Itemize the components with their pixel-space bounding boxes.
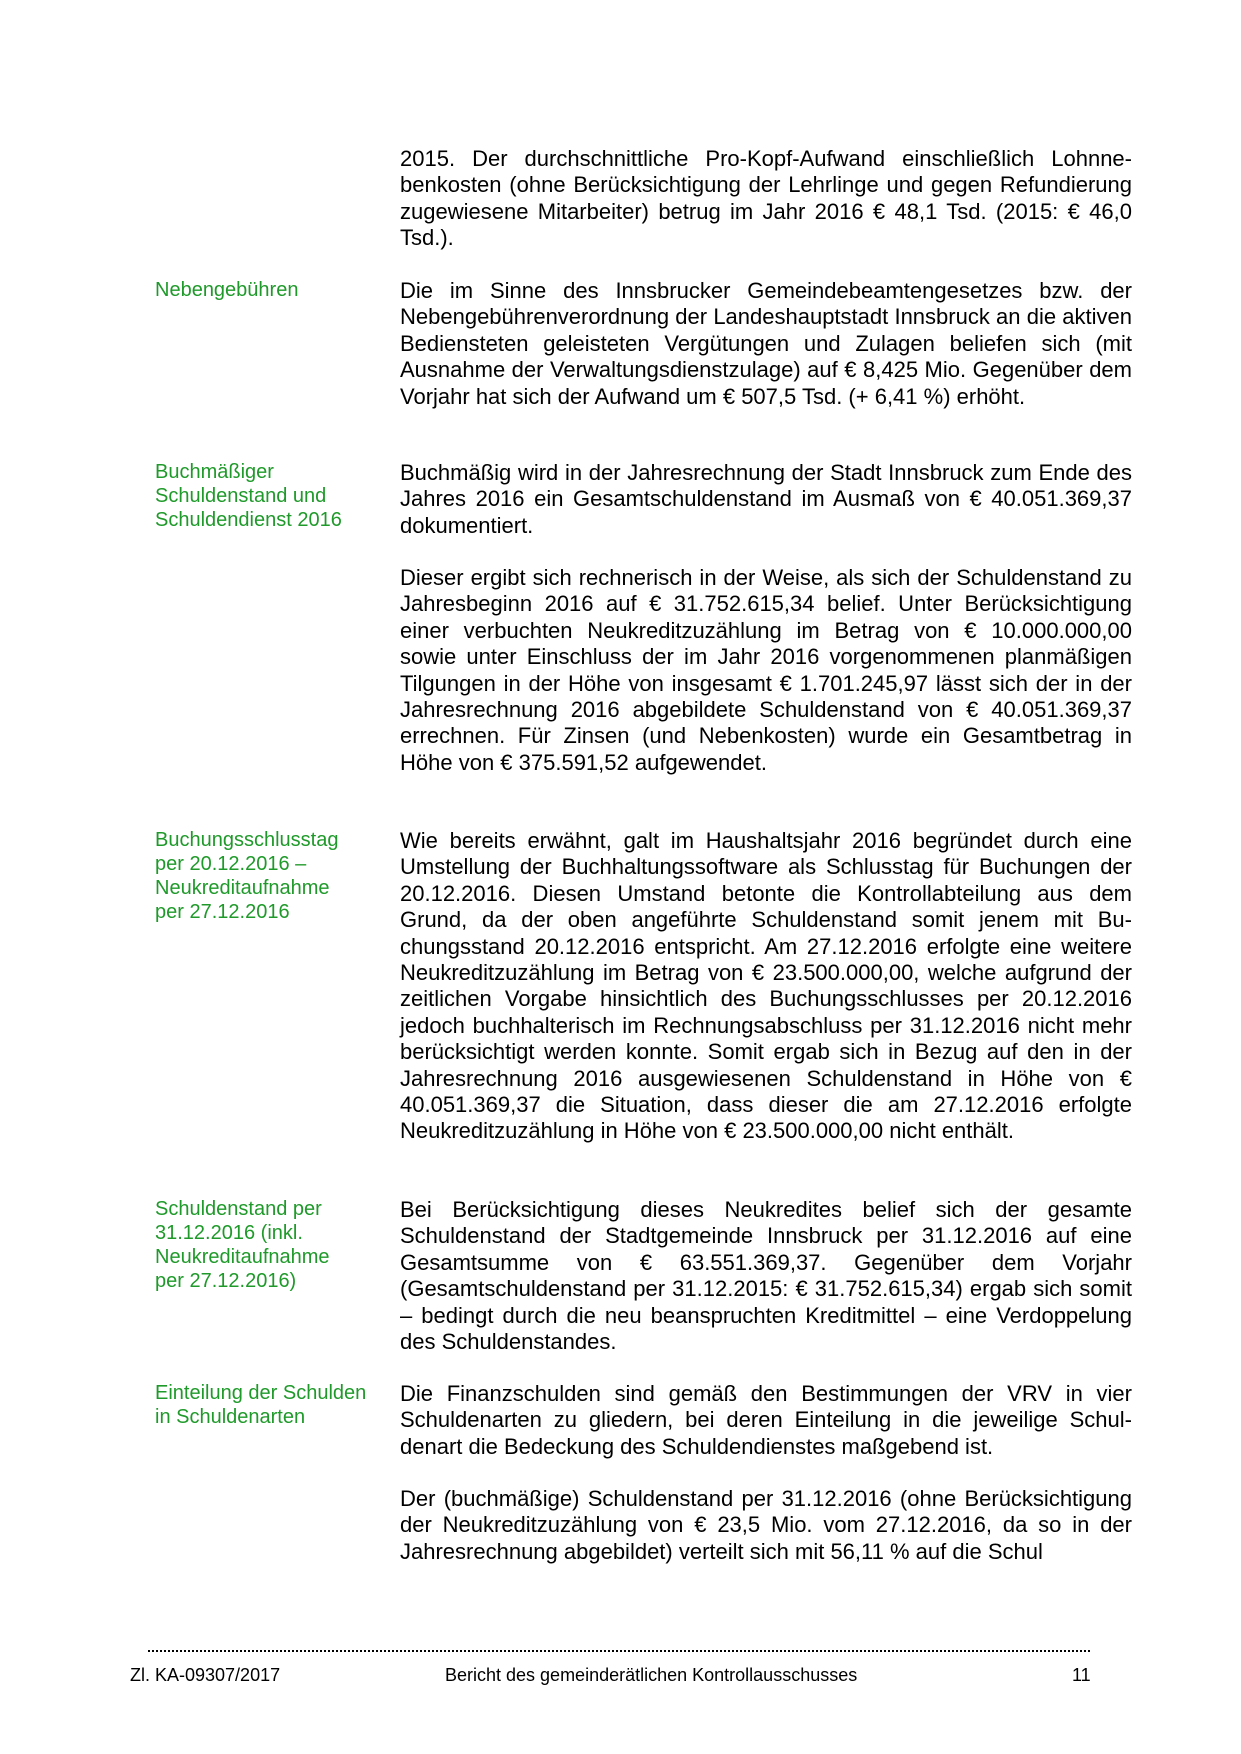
margin-note-line: Schuldenstand per (155, 1198, 322, 1220)
margin-note-line: per 27.12.2016 (155, 901, 290, 923)
margin-note-line: Buchmäßiger (155, 461, 274, 483)
margin-note-line: Nebengebühren (155, 279, 299, 301)
paragraph-schuldenstand (400, 460, 1132, 539)
paragraph-buchungsschluss (400, 828, 1132, 1145)
page-number: 11 (1072, 1665, 1091, 1685)
paragraph-text: Wie bereits erwähnt, galt im Haushaltsjahr 2016 begründet durch eine Umstellung der Buchhaltungssoftware als Schlusstag für Buchungen der 20.12.2016. Diesen Umstand betonte die Kontrollabteilung aus dem Grund, da der oben angeführte Schuldenstand somit jenem mit Buchungsstand 20.12.2016 entspricht. Am 27.12.2016 erfolgte eine weitere Neukreditzuzählung im Betrag von € 23.500.000,00, welche aufgrund der zeitlichen Vorgabe hinsichtlich des Buchungsschlusses per 20.12.2016 jedoch buchhalterisch im Rechnungsabschluss per 31.12.2016 nicht mehr berücksichtigt werden konnte. Somit ergab sich in Bezug auf den in der Jahresrechnung 2016 ausgewiesenen Schuldenstand in Höhe von € 40.051.369,37 die Situation, dass dieser die am 27.12.2016 erfolgte Neukreditzuzählung in Höhe von € 23.500.000,00 nicht enthält. (400, 828, 1132, 1144)
paragraph-text: Dieser ergibt sich rechnerisch in der Weise, als sich der Schuldenstand zu Jahresbeginn 2016 auf € 31.752.615,34 belief. Unter Berücksichtigung einer verbuchten Neukreditzuzählung im Betrag von € 10.000.000,00 sowie unter Einschluss der im Jahr 2016 vorgenommenen planmäßigen Tilgungen in der Höhe von insgesamt € 1.701.245,97 lässt sich der in der Jahresrechnung 2016 abgebildete Schuldenstand von € 40.051.369,37 errechnen. Für Zinsen (und Nebenkosten) wurde ein Gesamtbetrag in Höhe von € 375.591,52 aufgewendet. (400, 565, 1132, 775)
margin-note-schuldenstand-31122016 (155, 1197, 385, 1293)
margin-note-line: Neukreditaufnahme (155, 877, 330, 899)
margin-note-einteilung (155, 1381, 385, 1429)
paragraph-text: Buchmäßig wird in der Jahresrechnung der Stadt Innsbruck zum Ende des Jahres 2016 ein Gesamtschuldenstand im Ausmaß von € 40.051.369,37 dokumentiert. (400, 460, 1132, 538)
footer-title: Bericht des gemeinderätlichen Kontrollausschusses (445, 1665, 858, 1685)
margin-note-line: 31.12.2016 (inkl. (155, 1222, 303, 1244)
footer-divider (148, 1650, 1090, 1652)
margin-note-line: in Schuldenarten (155, 1406, 306, 1428)
paragraph-text: Bei Berücksichtigung dieses Neukredites belief sich der gesamte Schuldenstand der Stadtgemeinde Innsbruck per 31.12.2016 auf eine Gesamtsumme von € 63.551.369,37. Gegenüber dem Vorjahr (Gesamtschuldenstand per 31.12.2015: € 31.752.615,34) ergab sich somit – bedingt durch die neu beanspruchten Kreditmittel – eine Verdoppelung des Schuldenstandes. (400, 1197, 1132, 1355)
margin-note-line: per 27.12.2016) (155, 1270, 297, 1292)
paragraph-text: 2015. Der durchschnittliche Pro-Kopf-Aufwand einschließlich Lohnnebenkosten (ohne Berücksichtigung der Lehrlinge und gegen Refundierung zugewiesene Mitarbeiter) betrug im Jahr 2016 € 48,1 Tsd. (2015: € 46,0 Tsd.). (400, 146, 1132, 251)
paragraph-nebengebuehren (400, 278, 1132, 410)
margin-note-line: Buchungsschlusstag (155, 829, 339, 851)
paragraph-text: Die Finanzschulden sind gemäß den Bestimmungen der VRV in vier Schuldenarten zu gliedern, bei deren Einteilung in die jeweilige Schuldenart die Bedeckung des Schuldendienstes maßgebend ist. (400, 1381, 1132, 1459)
paragraph-schuldenarten (400, 1381, 1132, 1460)
margin-note-schuldenstand-2016 (155, 460, 385, 532)
footer-reference: Zl. KA-09307/2017 (130, 1665, 281, 1685)
margin-note-line: per 20.12.2016 – (155, 853, 307, 875)
paragraph-text: Der (buchmäßige) Schuldenstand per 31.12.2016 (ohne Berücksichtigung der Neukreditzuzählung von € 23,5 Mio. vom 27.12.2016, da so in der Jahresrechnung abgebildet) verteilt sich mit 56,11 % auf die Schul (400, 1486, 1132, 1564)
margin-note-line: Einteilung der Schulden (155, 1382, 367, 1404)
paragraph-neukredit (400, 1197, 1132, 1355)
paragraph-text: Die im Sinne des Innsbrucker Gemeindebeamtengesetzes bzw. der Nebengebührenverordnung der Landeshauptstadt Innsbruck an die aktiven Bediensteten geleisteten Vergütungen und Zulagen beliefen sich (mit Ausnahme der Verwaltungsdienstzulage) auf € 8,425 Mio. Gegenüber dem Vorjahr hat sich der Aufwand um € 507,5 Tsd. (+ 6,41 %) erhöht. (400, 278, 1132, 409)
margin-note-buchungsschluss (155, 828, 385, 924)
paragraph-schuldenstand-verteilung (400, 1486, 1132, 1565)
paragraph-personnel-cost (400, 146, 1132, 252)
margin-note-nebengebuehren (155, 278, 385, 302)
paragraph-schuldenstand-calculation (400, 565, 1132, 776)
margin-note-line: Schuldendienst 2016 (155, 509, 342, 531)
margin-note-line: Schuldenstand und (155, 485, 327, 507)
margin-note-line: Neukreditaufnahme (155, 1246, 330, 1268)
